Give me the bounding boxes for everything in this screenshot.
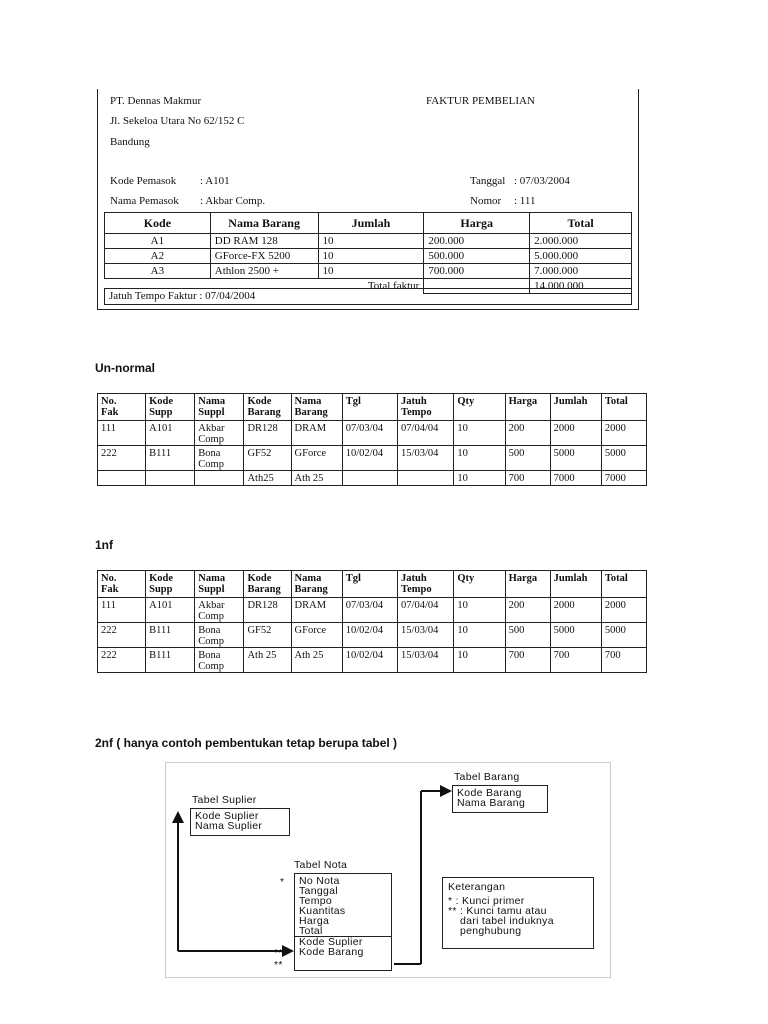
table-cell	[291, 446, 342, 471]
nota-field: Harga	[299, 915, 330, 927]
supplier-code-value: : A101	[200, 175, 230, 187]
header-line: Harga	[508, 396, 538, 407]
table-cell	[291, 648, 342, 673]
table-cell	[195, 648, 244, 673]
header-line: Barang	[294, 584, 328, 595]
table-cell	[195, 446, 244, 471]
column-header	[291, 394, 342, 421]
header-total: Total	[530, 213, 632, 234]
cell-line: 111	[101, 423, 116, 434]
table-cell	[505, 623, 550, 648]
section-label-unnormal: Un-normal	[95, 361, 155, 375]
invoice-table	[104, 212, 632, 294]
table-row	[98, 421, 647, 446]
cell-line: Comp	[198, 611, 224, 622]
cell-line: Ath 25	[294, 650, 324, 661]
table-cell	[550, 446, 601, 471]
cell-line: DRAM	[294, 423, 327, 434]
table-cell	[98, 648, 146, 673]
column-header	[601, 394, 646, 421]
cell-line: 700	[553, 650, 570, 661]
header-line: Tempo	[401, 407, 432, 418]
cell-line: 200	[508, 600, 525, 611]
column-header	[195, 394, 244, 421]
header-line: Fak	[101, 584, 119, 595]
nota-table-title: Tabel Nota	[294, 859, 348, 871]
header-line: No.	[101, 573, 117, 584]
table-cell	[550, 623, 601, 648]
header-line: Suppl	[198, 584, 225, 595]
cell-line: 5000	[553, 625, 575, 636]
nota-field: Kode Barang	[299, 946, 364, 958]
cell-line: 10	[457, 650, 468, 661]
cell-line: 7000	[553, 473, 575, 484]
legend-line: dari tabel induknya	[460, 915, 554, 927]
cell-line: 7000	[604, 473, 626, 484]
header-line: Barang	[247, 584, 281, 595]
legend-line: ** : Kunci tamu atau	[448, 905, 547, 917]
supplier-field: Kode Suplier	[195, 810, 259, 822]
cell-line: 700	[508, 650, 525, 661]
cell: A1	[105, 234, 211, 249]
cell-line: 10/02/04	[345, 448, 384, 459]
header-line: Kode	[247, 396, 272, 407]
header-line: Barang	[247, 407, 281, 418]
header-line: Tempo	[401, 584, 432, 595]
cell-line: 10	[457, 423, 468, 434]
cell-line: 2000	[553, 600, 575, 611]
table-cell	[505, 446, 550, 471]
header-line: Nama	[294, 396, 322, 407]
invoice	[97, 89, 639, 310]
table-cell	[342, 446, 397, 471]
header-line: Suppl	[198, 407, 225, 418]
column-header	[454, 571, 505, 598]
column-header	[342, 394, 397, 421]
table-cell	[244, 471, 291, 486]
table-cell	[146, 648, 195, 673]
table-cell	[398, 598, 454, 623]
table-cell	[244, 648, 291, 673]
1nf-table	[97, 570, 647, 673]
nota-field: Total	[299, 925, 323, 937]
column-header	[244, 571, 291, 598]
header-line: Tgl	[345, 573, 361, 584]
table-row	[98, 446, 647, 471]
cell-line: 10/02/04	[345, 650, 384, 661]
table-row	[105, 264, 632, 279]
table-cell	[550, 471, 601, 486]
cell: GForce-FX 5200	[210, 249, 318, 264]
cell-line: 07/04/04	[401, 600, 439, 611]
legend-title: Keterangan	[448, 881, 506, 893]
header-line: Nama	[198, 573, 226, 584]
cell: 10	[318, 249, 424, 264]
cell-line: Comp	[198, 434, 224, 445]
column-header	[398, 571, 454, 598]
cell-line: 222	[101, 448, 117, 459]
nota-field: Tempo	[299, 895, 333, 907]
table-cell	[601, 623, 646, 648]
column-header	[601, 571, 646, 598]
table-cell	[505, 648, 550, 673]
nota-field: No Nota	[299, 875, 340, 887]
company-name: PT. Dennas Makmur	[110, 95, 202, 107]
cell-line: Ath 25	[247, 650, 277, 661]
cell-line: Bona	[198, 650, 221, 661]
cell-line: 5000	[604, 448, 626, 459]
header-line: Fak	[101, 407, 119, 418]
header-nama-barang: Nama Barang	[210, 213, 318, 234]
total-value: 14.000.000	[530, 279, 632, 294]
column-header	[505, 394, 550, 421]
header-line: Kode	[149, 396, 174, 407]
header-line: Kode	[149, 573, 174, 584]
cell-line: Bona	[198, 625, 221, 636]
table-cell	[454, 648, 505, 673]
barang-table-box	[452, 785, 548, 813]
cell: Athlon 2500 +	[210, 264, 318, 279]
table-cell	[291, 421, 342, 446]
cell-line: 700	[604, 650, 621, 661]
column-header	[146, 394, 195, 421]
table-row	[98, 598, 647, 623]
header-line: Jatuh	[401, 573, 427, 584]
cell-line: GForce	[294, 448, 327, 459]
table-cell	[550, 648, 601, 673]
relation-diagram	[165, 762, 611, 978]
table-cell	[244, 598, 291, 623]
table-cell	[398, 446, 454, 471]
cell-line: 10	[457, 625, 468, 636]
supplier-name-label: Nama Pemasok	[110, 195, 179, 207]
supplier-table-title: Tabel Suplier	[192, 794, 257, 806]
cell-line: 10/02/04	[345, 625, 384, 636]
table-cell	[601, 648, 646, 673]
foreign-key-marker: **	[274, 947, 283, 959]
cell: 2.000.000	[530, 234, 632, 249]
table-row	[105, 249, 632, 264]
table-cell	[195, 421, 244, 446]
cell-line: B111	[149, 448, 172, 459]
column-header	[454, 394, 505, 421]
table-cell	[291, 598, 342, 623]
column-header	[398, 394, 454, 421]
header-line: Nama	[198, 396, 226, 407]
foreign-key-marker: **	[274, 959, 283, 971]
legend-box	[442, 877, 594, 949]
table-cell	[454, 446, 505, 471]
table-cell	[98, 446, 146, 471]
header-line: Supp	[149, 407, 173, 418]
column-header	[291, 571, 342, 598]
unnormal-table	[97, 393, 647, 486]
cell-line: GF52	[247, 625, 272, 636]
table-cell	[291, 471, 342, 486]
cell-line: GF52	[247, 448, 272, 459]
cell-line: A101	[149, 600, 173, 611]
header-line: Jatuh	[401, 396, 427, 407]
table-cell	[98, 421, 146, 446]
cell-line: 5000	[604, 625, 626, 636]
cell: DD RAM 128	[210, 234, 318, 249]
table-cell	[291, 623, 342, 648]
column-header	[244, 394, 291, 421]
cell: 10	[318, 234, 424, 249]
table-cell	[550, 598, 601, 623]
cell-line: 07/03/04	[345, 423, 384, 434]
table-cell	[454, 471, 505, 486]
table-cell	[342, 598, 397, 623]
table-cell	[505, 471, 550, 486]
cell-line: GForce	[294, 625, 327, 636]
cell-line: 700	[508, 473, 525, 484]
cell-line: Comp	[198, 636, 224, 647]
cell-line: 5000	[553, 448, 575, 459]
table-cell	[601, 598, 646, 623]
table-cell	[342, 421, 397, 446]
table-cell	[98, 471, 146, 486]
cell-line: DR128	[247, 600, 278, 611]
column-header	[195, 571, 244, 598]
section-label-1nf: 1nf	[95, 538, 113, 552]
table-cell	[244, 421, 291, 446]
table-cell	[195, 598, 244, 623]
cell-line: 10	[457, 473, 468, 484]
column-header	[98, 571, 146, 598]
table-cell	[146, 471, 195, 486]
column-header	[146, 571, 195, 598]
cell-line: 2000	[604, 423, 626, 434]
cell-line: Akbar	[198, 600, 225, 611]
table-cell	[146, 623, 195, 648]
table-cell	[342, 648, 397, 673]
cell-line: Bona	[198, 448, 221, 459]
total-label: Total faktur	[105, 279, 424, 294]
table-cell	[398, 471, 454, 486]
cell: A2	[105, 249, 211, 264]
supplier-name-value: : Akbar Comp.	[200, 195, 266, 207]
cell-line: 10	[457, 448, 468, 459]
barang-field: Kode Barang	[457, 787, 522, 799]
header-harga: Harga	[424, 213, 530, 234]
table-cell	[146, 446, 195, 471]
table-cell	[98, 598, 146, 623]
table-row	[98, 471, 647, 486]
header-line: Total	[604, 396, 628, 407]
cell: 500.000	[424, 249, 530, 264]
cell-line: 15/03/04	[401, 625, 439, 636]
company-address: Jl. Sekeloa Utara No 62/152 C	[110, 115, 245, 127]
column-header	[342, 571, 397, 598]
cell-line: DR128	[247, 423, 278, 434]
nota-field: Kuantitas	[299, 905, 346, 917]
cell-line: 10	[457, 600, 468, 611]
number-value: : 111	[514, 195, 536, 207]
table-row	[98, 623, 647, 648]
cell: A3	[105, 264, 211, 279]
cell-line: Comp	[198, 459, 224, 470]
date-value: : 07/03/2004	[514, 175, 570, 187]
header-line: Nama	[294, 573, 322, 584]
table-cell	[601, 446, 646, 471]
cell-line: 222	[101, 625, 117, 636]
cell-line: B111	[149, 650, 172, 661]
supplier-table-box	[190, 808, 290, 836]
nota-foreign-keys	[295, 936, 391, 957]
legend-line: penghubung	[460, 925, 522, 937]
cell-line: 15/03/04	[401, 650, 439, 661]
table-cell	[398, 623, 454, 648]
header-line: Jumlah	[553, 573, 588, 584]
nota-field: Kode Suplier	[299, 936, 363, 948]
table-cell	[195, 623, 244, 648]
table-row	[105, 234, 632, 249]
column-header	[505, 571, 550, 598]
column-header	[98, 394, 146, 421]
section-label-2nf: 2nf ( hanya contoh pembentukan tetap berupa tabel )	[95, 736, 398, 750]
table-cell	[342, 623, 397, 648]
cell-line: 07/04/04	[401, 423, 439, 434]
table-cell	[505, 421, 550, 446]
due-date: Jatuh Tempo Faktur : 07/04/2004	[104, 288, 632, 305]
cell: 7.000.000	[530, 264, 632, 279]
cell-line: 2000	[604, 600, 626, 611]
header-line: Qty	[457, 396, 475, 407]
cell-line: Ath 25	[294, 473, 324, 484]
cell-line: A101	[149, 423, 173, 434]
legend-line: * : Kunci primer	[448, 895, 525, 907]
table-cell	[146, 598, 195, 623]
cell-line: Ath25	[247, 473, 274, 484]
table-cell	[454, 623, 505, 648]
table-cell	[98, 623, 146, 648]
table-cell	[454, 598, 505, 623]
cell: 700.000	[424, 264, 530, 279]
cell: 5.000.000	[530, 249, 632, 264]
table-cell	[601, 471, 646, 486]
header-line: Kode	[247, 573, 272, 584]
header-line: Jumlah	[553, 396, 588, 407]
header-row	[98, 571, 647, 598]
cell-line: Akbar	[198, 423, 225, 434]
table-cell	[342, 471, 397, 486]
cell-line: 15/03/04	[401, 448, 439, 459]
cell-line: 2000	[553, 423, 575, 434]
cell-line: 500	[508, 625, 525, 636]
cell-line: DRAM	[294, 600, 327, 611]
column-header	[550, 394, 601, 421]
header-line: Barang	[294, 407, 328, 418]
nota-field: Tanggal	[299, 885, 338, 897]
cell-line: 200	[508, 423, 525, 434]
barang-field: Nama Barang	[457, 797, 526, 809]
table-cell	[398, 421, 454, 446]
header-line: Harga	[508, 573, 538, 584]
number-label: Nomor	[470, 195, 502, 207]
table-cell	[244, 623, 291, 648]
company-city: Bandung	[110, 136, 150, 148]
header-line: Total	[604, 573, 628, 584]
invoice-header-row	[105, 213, 632, 234]
invoice-title: FAKTUR PEMBELIAN	[426, 95, 535, 107]
header-line: Supp	[149, 584, 173, 595]
table-cell	[146, 421, 195, 446]
table-row	[98, 648, 647, 673]
barang-table-title: Tabel Barang	[454, 771, 520, 783]
header-row	[98, 394, 647, 421]
table-cell	[398, 648, 454, 673]
nota-table-box	[294, 873, 392, 971]
supplier-field: Nama Suplier	[195, 820, 263, 832]
cell-line: 111	[101, 600, 116, 611]
table-cell	[454, 421, 505, 446]
header-line: No.	[101, 396, 117, 407]
cell-line: 07/03/04	[345, 600, 384, 611]
header-kode: Kode	[105, 213, 211, 234]
cell-line: B111	[149, 625, 172, 636]
table-cell	[244, 446, 291, 471]
date-label: Tanggal	[470, 175, 506, 187]
cell-line: 222	[101, 650, 117, 661]
header-line: Tgl	[345, 396, 361, 407]
cell: 200.000	[424, 234, 530, 249]
supplier-code-label: Kode Pemasok	[110, 175, 177, 187]
header-jumlah: Jumlah	[318, 213, 424, 234]
table-cell	[195, 471, 244, 486]
column-header	[550, 571, 601, 598]
cell-line: 500	[508, 448, 525, 459]
table-cell	[550, 421, 601, 446]
table-cell	[601, 421, 646, 446]
cell: 10	[318, 264, 424, 279]
cell-line: Comp	[198, 661, 224, 672]
header-line: Qty	[457, 573, 475, 584]
table-cell	[505, 598, 550, 623]
primary-key-marker: *	[280, 876, 285, 888]
